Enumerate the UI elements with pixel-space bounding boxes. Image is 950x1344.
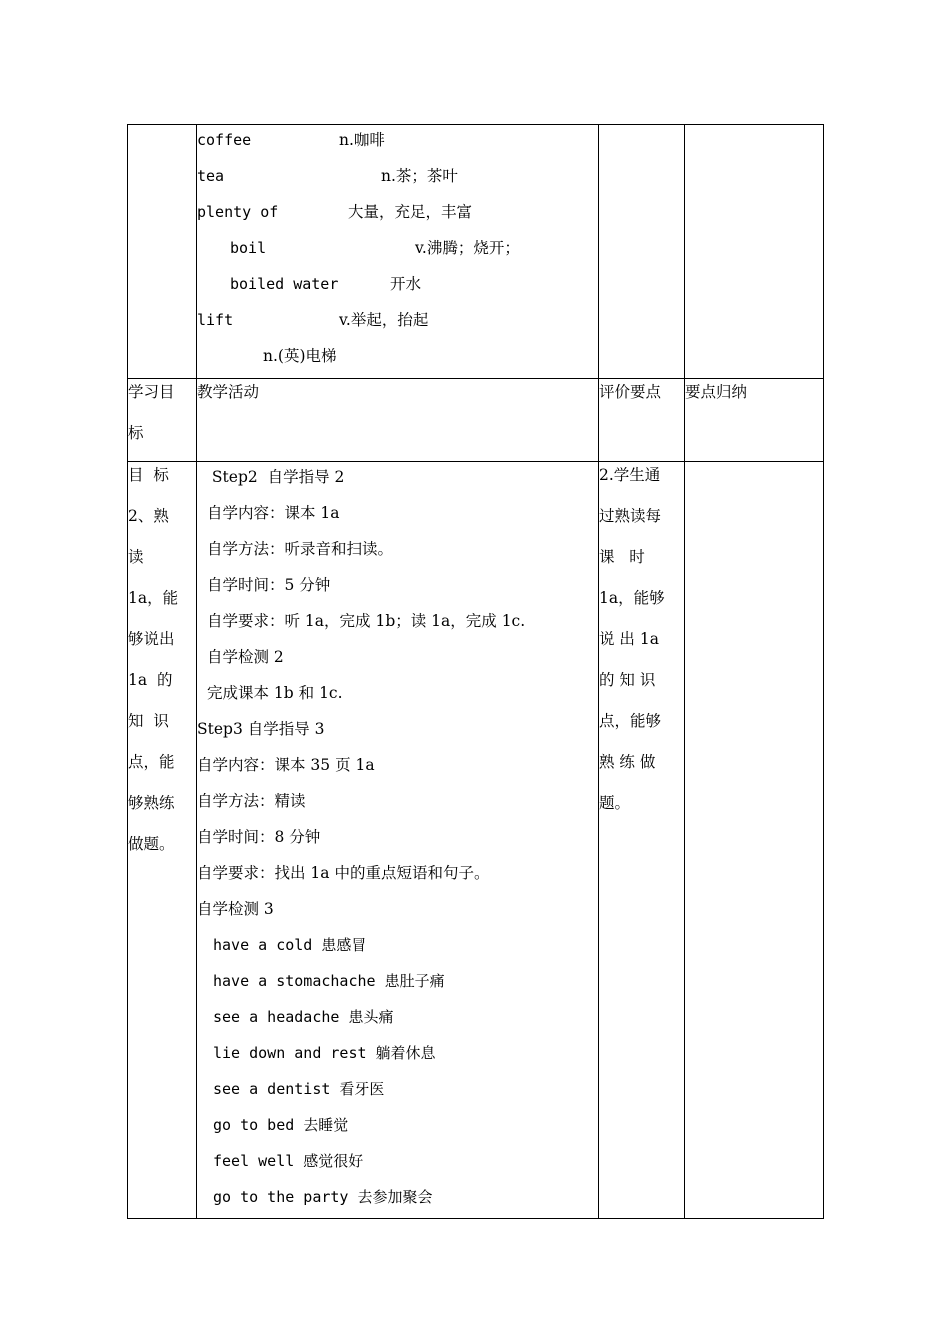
activity-line: Step2 自学指导 2 (207, 468, 345, 486)
evaluation-line: 2.学生通 (599, 466, 661, 484)
header-evaluation-cell (599, 379, 685, 462)
header-row (128, 379, 824, 462)
evaluation-line: 过熟读每 (599, 507, 662, 525)
phrase-line: go to the party 去参加聚会 (213, 1188, 433, 1206)
vocab-gloss: 开水 (390, 275, 422, 293)
activity-cell (197, 462, 599, 1219)
phrase-line: have a stomachache 患肚子痛 (213, 972, 445, 990)
phrase-line: go to bed 去睡觉 (213, 1116, 349, 1134)
evaluation-line: 题。 (599, 794, 631, 812)
vocab-line (197, 161, 598, 197)
phrase-line: have a cold 患感冒 (213, 936, 367, 954)
activity-line: 自学要求：找出 1a 中的重点短语和句子。 (197, 864, 490, 882)
vocab-term: tea (197, 167, 225, 185)
phrase-line: see a headache 患头痛 (213, 1008, 394, 1026)
activity-line: 自学时间：5 分钟 (207, 576, 331, 594)
vocab-empty-cell-4 (685, 125, 824, 379)
vocab-gloss: v.沸腾；烧开； (415, 239, 520, 257)
summary-cell (685, 462, 824, 1219)
lesson-plan-table (127, 124, 824, 1219)
activity-line: 自学内容：课本 35 页 1a (197, 756, 375, 774)
header-activity-cell (197, 379, 599, 462)
phrase-line: lie down and rest 躺着休息 (213, 1044, 436, 1062)
phrase-line: see a dentist 看牙医 (213, 1080, 385, 1098)
goal-cell (128, 462, 197, 1219)
goal-line: 读 (128, 548, 144, 566)
header-summary-cell (685, 379, 824, 462)
activity-line: 自学检测 2 (207, 648, 284, 666)
activity-line: 完成课本 1b 和 1c. (207, 684, 343, 702)
goal-line: 2、熟 (128, 507, 169, 525)
activity-line: 自学要求：听 1a，完成 1b；读 1a，完成 1c. (207, 612, 526, 630)
evaluation-line: 熟 练 做 (599, 753, 656, 771)
evaluation-line: 课 时 (599, 548, 645, 566)
header-goal-line: 标 (128, 424, 144, 442)
goal-line: 够说出 (128, 630, 175, 648)
vocab-line (197, 233, 598, 269)
vocab-line (197, 269, 598, 305)
goal-line: 点，能 (128, 753, 175, 771)
goal-line: 知 识 (128, 712, 169, 730)
content-row (128, 462, 824, 1219)
vocab-empty-cell-3 (599, 125, 685, 379)
activity-line: Step3 自学指导 3 (197, 720, 325, 738)
evaluation-line: 点，能够 (599, 712, 662, 730)
vocab-gloss: 大量，充足，丰富 (348, 203, 473, 221)
evaluation-line: 说 出 1a (599, 630, 659, 648)
vocab-term: boiled water (230, 275, 339, 293)
vocab-line (197, 197, 598, 233)
vocab-term: coffee (197, 131, 252, 149)
goal-line: 做题。 (128, 835, 175, 853)
vocab-gloss: n.(英)电梯 (263, 347, 337, 365)
header-goal-line: 学习目 (128, 383, 175, 401)
vocab-term: lift (197, 311, 234, 329)
vocab-gloss: n.茶；茶叶 (381, 167, 458, 185)
header-activity: 教学活动 (197, 383, 260, 401)
header-evaluation: 评价要点 (599, 383, 662, 401)
header-summary: 要点归纳 (685, 383, 748, 401)
vocab-gloss: n.咖啡 (339, 131, 385, 149)
activity-line: 自学方法：精读 (197, 792, 306, 810)
vocabulary-cell (197, 125, 599, 379)
vocab-line (197, 125, 598, 161)
evaluation-cell (599, 462, 685, 1219)
activity-line: 自学时间：8 分钟 (197, 828, 321, 846)
vocab-gloss: v.举起，抬起 (339, 311, 429, 329)
vocab-line (197, 305, 598, 341)
activity-line: 自学内容：课本 1a (207, 504, 340, 522)
goal-line: 够熟练 (128, 794, 175, 812)
evaluation-line: 的 知 识 (599, 671, 656, 689)
phrase-line: feel well 感觉很好 (213, 1152, 364, 1170)
goal-line: 目 标 (128, 466, 169, 484)
header-goal-cell (128, 379, 197, 462)
activity-line: 自学检测 3 (197, 900, 274, 918)
activity-line: 自学方法：听录音和扫读。 (207, 540, 394, 558)
evaluation-line: 1a，能够 (599, 589, 665, 607)
vocabulary-row (128, 125, 824, 379)
vocab-term: boil (230, 239, 267, 257)
vocab-line (197, 341, 598, 377)
vocab-term: plenty of (197, 203, 279, 221)
goal-line: 1a 的 (128, 671, 173, 689)
goal-line: 1a，能 (128, 589, 179, 607)
vocab-empty-cell-1 (128, 125, 197, 379)
